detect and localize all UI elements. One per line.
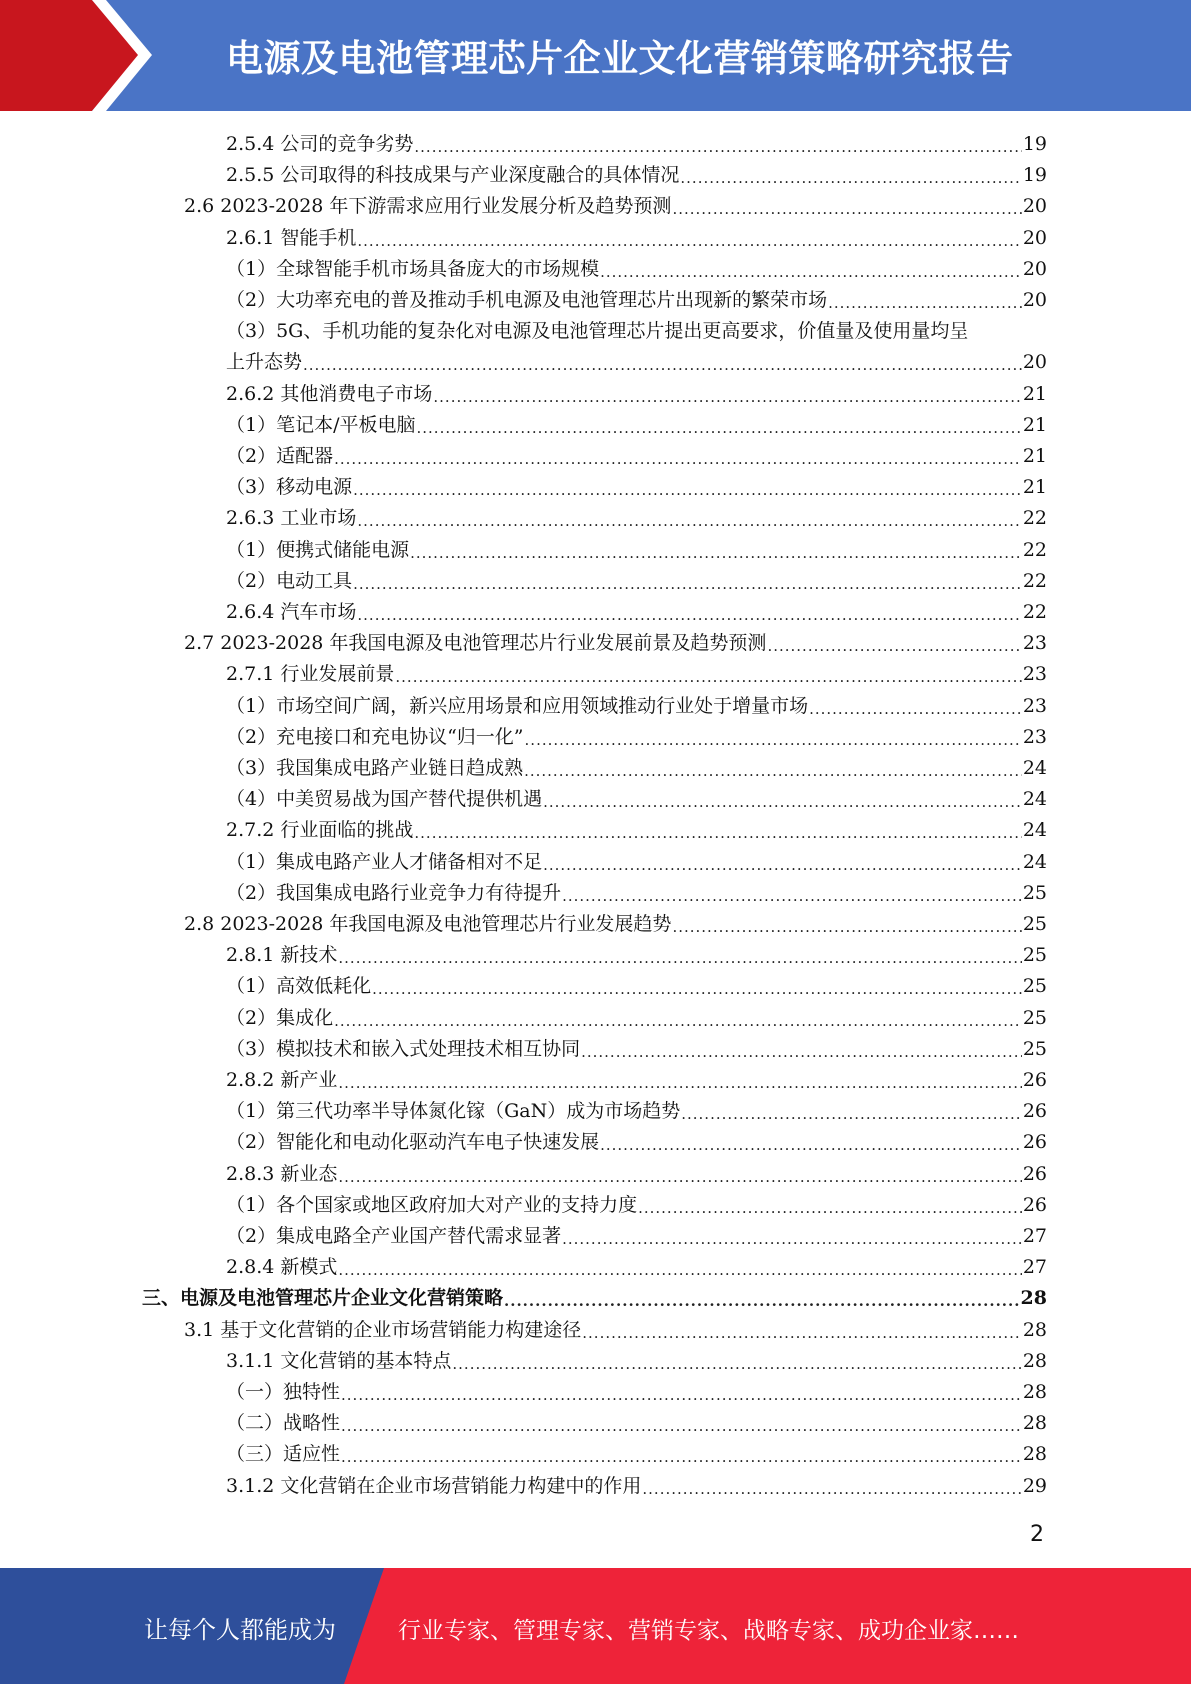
toc-entry-title: 2.6 2023-2028 年下游需求应用行业发展分析及趋势预测 bbox=[184, 195, 672, 218]
toc-entry[interactable] bbox=[226, 1156, 1047, 1187]
footer-slogan-left: 让每个人都能成为 bbox=[144, 1616, 336, 1644]
toc-entry-title: （1）市场空间广阔，新兴应用场景和应用领域推动行业处于增量市场 bbox=[226, 694, 809, 717]
toc-entry[interactable] bbox=[226, 220, 1047, 251]
toc-entry[interactable] bbox=[226, 251, 1047, 282]
toc-entry[interactable] bbox=[184, 1312, 1047, 1343]
toc-entry-page: 24 bbox=[1022, 850, 1047, 873]
toc-entry-page: 26 bbox=[1022, 1069, 1047, 1091]
toc-entry[interactable] bbox=[226, 1374, 1047, 1405]
toc-dot-leader bbox=[433, 387, 1021, 407]
toc-dot-leader bbox=[681, 1104, 1022, 1124]
toc-entry-page: 23 bbox=[1022, 632, 1047, 655]
toc-entry-page: 21 bbox=[1022, 382, 1047, 405]
toc-entry-page: 22 bbox=[1022, 507, 1047, 530]
toc-entry-page: 20 bbox=[1022, 195, 1047, 218]
toc-dot-leader bbox=[525, 730, 1022, 750]
toc-entry[interactable] bbox=[226, 376, 1047, 407]
toc-entry[interactable] bbox=[226, 937, 1047, 968]
toc-dot-leader bbox=[395, 667, 1021, 687]
toc-entry[interactable] bbox=[226, 656, 1047, 687]
toc-entry-title: 2.8.3 新业态 bbox=[226, 1162, 338, 1185]
toc-dot-leader bbox=[338, 1167, 1021, 1187]
toc-entry[interactable] bbox=[226, 688, 1047, 719]
page-number: 2 bbox=[1030, 1522, 1044, 1547]
toc-entry[interactable] bbox=[226, 812, 1047, 843]
toc-entry[interactable] bbox=[226, 1343, 1047, 1374]
toc-entry-page: 23 bbox=[1022, 725, 1047, 748]
toc-dot-leader bbox=[341, 1447, 1022, 1467]
toc-entry-title: （3）移动电源 bbox=[226, 476, 353, 499]
toc-entry[interactable] bbox=[226, 750, 1047, 781]
toc-dot-leader bbox=[562, 1229, 1022, 1249]
toc-entry-title: （2）集成化 bbox=[226, 1006, 334, 1029]
toc-entry-page: 24 bbox=[1022, 788, 1047, 811]
toc-entry[interactable] bbox=[226, 1218, 1047, 1249]
toc-entry-title: 三、电源及电池管理芯片企业文化营销策略 bbox=[142, 1287, 504, 1310]
toc-entry-title: （3）我国集成电路产业链日趋成熟 bbox=[226, 757, 524, 779]
toc-entry-title: （1）笔记本/平板电脑 bbox=[226, 413, 416, 436]
toc-entry[interactable] bbox=[226, 594, 1047, 625]
toc-entry-page: 19 bbox=[1022, 164, 1047, 187]
toc-entry-page: 28 bbox=[1020, 1287, 1047, 1310]
toc-dot-leader bbox=[338, 1073, 1021, 1093]
toc-entry-page: 26 bbox=[1022, 1193, 1047, 1216]
toc-entry[interactable] bbox=[226, 469, 1047, 500]
toc-wrapped-line: （3）5G、手机功能的复杂化对电源及电池管理芯片提出更高要求，价值量及使用量均呈 bbox=[226, 320, 969, 342]
toc-entry[interactable] bbox=[226, 1062, 1047, 1093]
toc-entry-title: （1）各个国家或地区政府加大对产业的支持力度 bbox=[226, 1193, 638, 1216]
toc-dot-leader bbox=[357, 605, 1021, 625]
toc-entry-title: 2.6.1 智能手机 bbox=[226, 226, 357, 249]
toc-entry-title: （2）大功率充电的普及推动手机电源及电池管理芯片出现新的繁荣市场 bbox=[226, 289, 828, 311]
toc-dot-leader bbox=[543, 792, 1022, 812]
toc-dot-leader bbox=[357, 231, 1021, 251]
toc-entry-page: 20 bbox=[1022, 289, 1047, 311]
toc-entry[interactable] bbox=[226, 1031, 1047, 1062]
toc-dot-leader bbox=[642, 1479, 1021, 1499]
toc-entry-title: （3）模拟技术和嵌入式处理技术相互协同 bbox=[226, 1037, 581, 1060]
toc-entry[interactable] bbox=[226, 563, 1047, 594]
toc-dot-leader bbox=[338, 1260, 1021, 1280]
toc-entry-title: 2.7.2 行业面临的挑战 bbox=[226, 819, 414, 842]
toc-entry-page: 29 bbox=[1022, 1474, 1047, 1497]
toc-entry-page: 25 bbox=[1022, 913, 1047, 935]
toc-entry-title: 2.5.4 公司的竞争劣势 bbox=[226, 133, 414, 155]
toc-entry[interactable] bbox=[184, 906, 1047, 937]
toc-entry-title: 上升态势 bbox=[226, 351, 303, 374]
toc-entry-page: 27 bbox=[1022, 1225, 1047, 1247]
toc-entry-title: （2）适配器 bbox=[226, 445, 334, 467]
report-title: 电源及电池管理芯片企业文化营销策略研究报告 bbox=[226, 37, 1014, 80]
toc-entry-title: 3.1 基于文化营销的企业市场营销能力构建途径 bbox=[184, 1318, 582, 1341]
toc-dot-leader bbox=[680, 168, 1021, 188]
toc-entry[interactable] bbox=[184, 625, 1047, 656]
toc-entry-page: 25 bbox=[1022, 881, 1047, 904]
toc-entry[interactable] bbox=[226, 1436, 1047, 1467]
toc-dot-leader bbox=[338, 948, 1021, 968]
toc-entry[interactable] bbox=[226, 1405, 1047, 1436]
toc-entry[interactable] bbox=[226, 500, 1047, 531]
toc-dot-leader bbox=[600, 262, 1022, 282]
toc-entry-title: （1）第三代功率半导体氮化镓（GaN）成为市场趋势 bbox=[226, 1100, 681, 1123]
toc-dot-leader bbox=[600, 1135, 1022, 1155]
toc-dot-leader bbox=[417, 418, 1022, 438]
toc-entry-page: 25 bbox=[1022, 944, 1047, 967]
toc-entry-title: （2）集成电路全产业国产替代需求显著 bbox=[226, 1225, 562, 1247]
footer-slogan-right: 行业专家、管理专家、营销专家、战略专家、成功企业家…… bbox=[398, 1618, 1019, 1644]
toc-entry-page: 19 bbox=[1022, 133, 1047, 155]
toc-entry[interactable] bbox=[226, 407, 1047, 438]
toc-entry-title: （1）高效低耗化 bbox=[226, 975, 372, 998]
toc-dot-leader bbox=[672, 917, 1021, 937]
toc-entry-page: 28 bbox=[1022, 1412, 1047, 1435]
toc-dot-leader bbox=[828, 293, 1022, 313]
toc-dot-leader bbox=[357, 511, 1021, 531]
toc-entry[interactable] bbox=[226, 968, 1047, 999]
toc-entry-page: 20 bbox=[1022, 351, 1047, 374]
toc-entry-page: 24 bbox=[1022, 757, 1047, 779]
toc-entry-page: 22 bbox=[1022, 601, 1047, 623]
toc-entry-page: 21 bbox=[1022, 413, 1047, 436]
toc-entry-title: 2.8.2 新产业 bbox=[226, 1069, 338, 1091]
toc-entry-title: （2）智能化和电动化驱动汽车电子快速发展 bbox=[226, 1131, 600, 1154]
toc-entry-title: 2.6.3 工业市场 bbox=[226, 507, 357, 530]
toc-entry-title: 2.8 2023-2028 年我国电源及电池管理芯片行业发展趋势 bbox=[184, 913, 672, 935]
toc-dot-leader bbox=[372, 979, 1022, 999]
toc-entry-page: 25 bbox=[1022, 975, 1047, 998]
toc-entry-page: 20 bbox=[1022, 257, 1047, 280]
toc-entry[interactable] bbox=[226, 344, 1047, 375]
toc-entry[interactable] bbox=[226, 1249, 1047, 1280]
toc-entry[interactable] bbox=[184, 188, 1047, 219]
toc-entry-title: （一）独特性 bbox=[226, 1381, 341, 1403]
toc-entry-title: 2.7 2023-2028 年我国电源及电池管理芯片行业发展前景及趋势预测 bbox=[184, 632, 767, 655]
toc-entry[interactable] bbox=[226, 1093, 1047, 1124]
toc-entry[interactable] bbox=[226, 282, 1047, 313]
toc-entry-page: 28 bbox=[1022, 1349, 1047, 1372]
toc-entry-page: 26 bbox=[1022, 1131, 1047, 1154]
toc-entry-title: 2.6.4 汽车市场 bbox=[226, 601, 357, 623]
toc-dot-leader bbox=[809, 699, 1022, 719]
page-footer bbox=[0, 1568, 1191, 1684]
toc-dot-leader bbox=[582, 1323, 1022, 1343]
page-header bbox=[0, 0, 1191, 111]
toc-dot-leader bbox=[410, 543, 1022, 563]
toc-entry[interactable] bbox=[226, 126, 1047, 157]
toc-dot-leader bbox=[414, 137, 1021, 157]
toc-entry[interactable] bbox=[226, 438, 1047, 469]
toc-entry[interactable] bbox=[142, 1280, 1047, 1311]
toc-entry[interactable] bbox=[226, 1000, 1047, 1031]
toc-entry-title: （二）战略性 bbox=[226, 1412, 341, 1435]
toc-entry-title: 2.5.5 公司取得的科技成果与产业深度融合的具体情况 bbox=[226, 164, 680, 187]
toc-entry-title: 2.7.1 行业发展前景 bbox=[226, 663, 395, 686]
toc-entry-page: 22 bbox=[1022, 569, 1047, 592]
toc-entry-title: （2）电动工具 bbox=[226, 569, 353, 592]
toc-dot-leader bbox=[334, 1011, 1022, 1031]
toc-entry-title: 3.1.2 文化营销在企业市场营销能力构建中的作用 bbox=[226, 1474, 642, 1497]
toc-entry[interactable] bbox=[226, 1124, 1047, 1155]
toc-dot-leader bbox=[581, 1042, 1022, 1062]
toc-entry-title: （1）便携式储能电源 bbox=[226, 538, 410, 561]
toc-entry-title: （1）全球智能手机市场具备庞大的市场规模 bbox=[226, 257, 600, 280]
toc-entry-page: 21 bbox=[1022, 445, 1047, 467]
toc-dot-leader bbox=[672, 199, 1021, 219]
toc-dot-leader bbox=[543, 855, 1022, 875]
toc-entry[interactable] bbox=[226, 1468, 1047, 1499]
toc-entry[interactable] bbox=[226, 1187, 1047, 1218]
toc-entry-title: 3.1.1 文化营销的基本特点 bbox=[226, 1349, 452, 1372]
toc-entry-title: 2.8.4 新模式 bbox=[226, 1256, 338, 1279]
toc-entry-page: 20 bbox=[1022, 226, 1047, 249]
toc-entry[interactable] bbox=[226, 844, 1047, 875]
toc-entry-title: 2.8.1 新技术 bbox=[226, 944, 338, 967]
toc-entry-page: 28 bbox=[1022, 1381, 1047, 1403]
toc-dot-leader bbox=[524, 761, 1022, 781]
toc-entry-page: 23 bbox=[1022, 663, 1047, 686]
toc-entry-page: 24 bbox=[1022, 819, 1047, 842]
toc-dot-leader bbox=[452, 1354, 1021, 1374]
toc-dot-leader bbox=[341, 1416, 1022, 1436]
toc-dot-leader bbox=[504, 1291, 1020, 1311]
toc-dot-leader bbox=[767, 636, 1021, 656]
toc-dot-leader bbox=[353, 574, 1022, 594]
toc-entry[interactable] bbox=[226, 157, 1047, 188]
toc-entry[interactable] bbox=[226, 781, 1047, 812]
toc-entry-title: （4）中美贸易战为国产替代提供机遇 bbox=[226, 788, 543, 811]
toc-entry[interactable] bbox=[226, 875, 1047, 906]
toc-entry-page: 23 bbox=[1022, 694, 1047, 717]
toc-entry-title: （1）集成电路产业人才储备相对不足 bbox=[226, 850, 543, 873]
toc-dot-leader bbox=[341, 1385, 1022, 1405]
toc-dot-leader bbox=[562, 886, 1022, 906]
toc-entry-title: （三）适应性 bbox=[226, 1443, 341, 1466]
toc-entry-page: 28 bbox=[1022, 1318, 1047, 1341]
toc-entry-page: 26 bbox=[1022, 1100, 1047, 1123]
toc-dot-leader bbox=[414, 823, 1021, 843]
toc-dot-leader bbox=[638, 1198, 1022, 1218]
toc-entry-title: 2.6.2 其他消费电子市场 bbox=[226, 382, 433, 405]
toc-entry[interactable] bbox=[226, 719, 1047, 750]
toc-entry-title: （2）充电接口和充电协议“归一化” bbox=[226, 725, 524, 748]
toc-entry-page: 26 bbox=[1022, 1162, 1047, 1185]
toc-entry-page: 28 bbox=[1022, 1443, 1047, 1466]
toc-entry-page: 25 bbox=[1022, 1006, 1047, 1029]
toc-dot-leader bbox=[303, 355, 1022, 375]
toc-entry[interactable] bbox=[226, 532, 1047, 563]
toc-entry-title: （2）我国集成电路行业竞争力有待提升 bbox=[226, 881, 562, 904]
toc-entry-page: 25 bbox=[1022, 1037, 1047, 1060]
toc-entry-page: 22 bbox=[1022, 538, 1047, 561]
toc-entry-page: 27 bbox=[1022, 1256, 1047, 1279]
toc-dot-leader bbox=[353, 480, 1022, 500]
toc-entry-page: 21 bbox=[1022, 476, 1047, 499]
toc-dot-leader bbox=[334, 449, 1022, 469]
